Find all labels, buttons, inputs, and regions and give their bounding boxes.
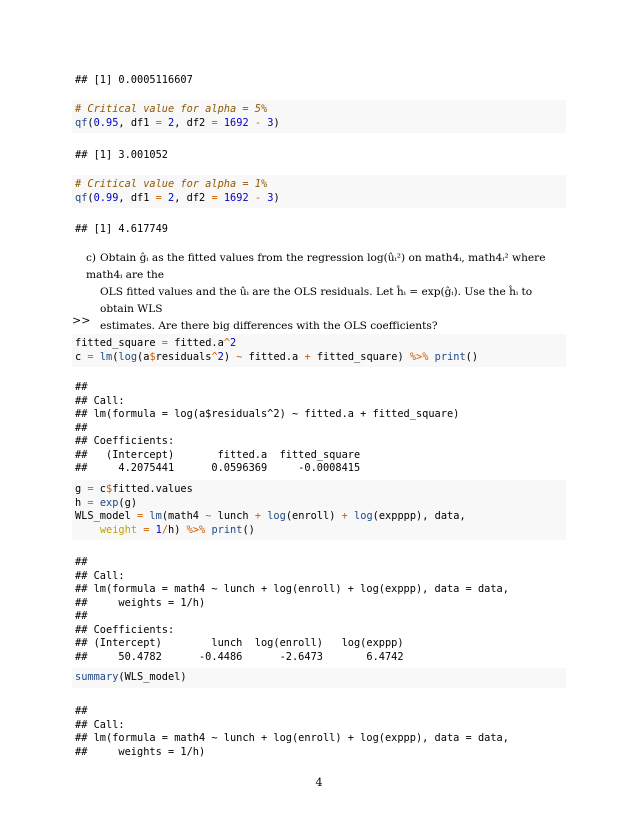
output-critical-1: ## [1] 4.617749	[75, 223, 168, 235]
code-comment: # Critical value for alpha = 1%	[75, 178, 268, 190]
code-number: 1692	[223, 116, 249, 129]
function-name: lm	[99, 350, 113, 363]
function-name: print	[434, 350, 466, 363]
code-chunk-critical-5	[72, 100, 566, 133]
question-line-3: estimates. Are there big differences with the OLS coefficients?	[100, 320, 438, 332]
code-text: (a	[137, 350, 150, 363]
question-label: c)	[86, 252, 97, 264]
code-text: , df1	[118, 191, 156, 204]
code-text: lunch	[211, 510, 255, 522]
code-text: (WLS_model)	[118, 671, 187, 683]
code-chunk-wls	[72, 480, 566, 540]
code-text: )	[273, 191, 280, 204]
code-operator: =	[155, 191, 162, 204]
code-number: 0.99	[93, 191, 119, 204]
code-text: fitted_square)	[310, 350, 410, 363]
function-name: summary	[75, 671, 119, 683]
function-name: log	[267, 510, 286, 522]
code-operator: =	[143, 523, 150, 536]
code-text: h)	[168, 523, 187, 536]
code-operator: $	[149, 350, 156, 363]
code-text: WLS_model	[75, 510, 137, 522]
code-operator: ^	[223, 337, 230, 349]
output-aux-regression: ## ## Call: ## lm(formula = log(a$residuals^2) ~ fitted.a + fitted_square) ## ## Coefficients: ## (Intercept) fitted.a fitted_square ## 4.2075441 0.0596369 -0.0008415	[75, 381, 460, 474]
code-number: 1692	[223, 191, 249, 204]
code-operator: +	[254, 510, 262, 522]
code-text: , df2	[174, 191, 212, 204]
code-number: 3	[267, 116, 274, 129]
code-operator: -	[254, 116, 262, 129]
code-text: h	[75, 496, 88, 509]
code-text: ()	[242, 523, 255, 536]
code-operator: =	[137, 510, 144, 522]
prompt-marker: >>	[72, 314, 91, 327]
code-operator: %>%	[186, 523, 206, 536]
code-operator: ~	[236, 350, 243, 363]
code-number: 1	[155, 523, 162, 536]
function-name: log	[118, 350, 138, 363]
code-operator: =	[87, 496, 94, 509]
code-number: 2	[217, 350, 224, 363]
question-line-2: OLS fitted values and the ûᵢ are the OLS residuals. Let ĥᵢ = exp(ĝᵢ). Use the ĥᵢ to obtain WLS	[100, 286, 533, 315]
code-text: )	[273, 116, 280, 129]
code-text: (	[87, 116, 94, 129]
code-text: )	[223, 350, 237, 363]
function-name: lm	[149, 510, 162, 522]
code-chunk-critical-1	[72, 175, 566, 208]
code-operator: +	[341, 510, 348, 522]
code-text: (	[112, 350, 119, 363]
code-operator: =	[87, 483, 94, 495]
code-comment: # Critical value for alpha = 5%	[75, 103, 268, 115]
question-line-1	[86, 250, 566, 284]
code-operator: ^	[211, 350, 218, 363]
code-text: , df1	[118, 116, 156, 129]
code-text: g	[75, 483, 88, 495]
code-text: (expppp), data,	[372, 510, 466, 522]
code-operator: $	[106, 483, 113, 495]
code-number: 0.95	[93, 116, 119, 129]
output-critical-5: ## [1] 3.001052	[75, 149, 168, 161]
code-operator: ~	[205, 510, 212, 522]
code-text: fitted_square	[75, 337, 162, 349]
code-operator: %>%	[409, 350, 429, 363]
code-argument: weight	[99, 523, 138, 536]
page-number: 4	[315, 776, 323, 789]
code-operator: -	[254, 191, 262, 204]
code-operator: =	[211, 116, 218, 129]
code-number: 2	[230, 337, 237, 349]
code-text: residuals	[155, 350, 212, 363]
output-summary: ## ## Call: ## lm(formula = math4 ~ lunch + log(enroll) + log(exppp), data = data, ## weights = 1/h)	[75, 705, 509, 758]
code-number: 3	[267, 191, 274, 204]
code-text: (	[87, 191, 94, 204]
output-pvalue: ## [1] 0.0005116607	[75, 74, 193, 86]
code-operator: =	[161, 337, 168, 349]
code-operator: =	[155, 116, 162, 129]
function-name: log	[354, 510, 373, 522]
code-chunk-aux-regression	[72, 334, 566, 367]
output-wls-model: ## ## Call: ## lm(formula = math4 ~ lunch + log(enroll) + log(exppp), data = data, ## weights = 1/h) ## ## Coefficients: ## (Intercept) lunch log(enroll) log(exppp) ## 50.4782 -0.4486 -2.6473 6.4742	[75, 556, 509, 663]
code-text	[75, 524, 100, 536]
function-name: qf	[75, 116, 88, 129]
code-operator: /	[161, 523, 169, 536]
code-text: c	[75, 350, 88, 363]
code-text: ()	[465, 350, 479, 363]
function-name: qf	[75, 191, 88, 204]
code-text: (enroll)	[285, 510, 342, 522]
code-text: (math4	[161, 510, 206, 522]
code-text: , df2	[174, 116, 212, 129]
code-text: (g)	[118, 496, 138, 509]
code-operator: =	[87, 350, 94, 363]
code-operator: =	[211, 191, 218, 204]
function-name: exp	[99, 496, 119, 509]
code-text: c	[93, 483, 107, 495]
code-number: 2	[168, 191, 175, 204]
function-name: print	[211, 523, 243, 536]
code-text: fitted.a	[242, 350, 305, 363]
code-operator: +	[304, 350, 311, 363]
code-text: fitted.values	[112, 483, 193, 495]
code-number: 2	[168, 116, 175, 129]
code-text: fitted.a	[168, 337, 224, 349]
code-chunk-summary	[72, 668, 566, 688]
question-text: Obtain ĝᵢ as the fitted values from the regression log(ûᵢ²) on math4ᵢ, math4ᵢ² where math4ᵢ are the	[86, 252, 546, 281]
